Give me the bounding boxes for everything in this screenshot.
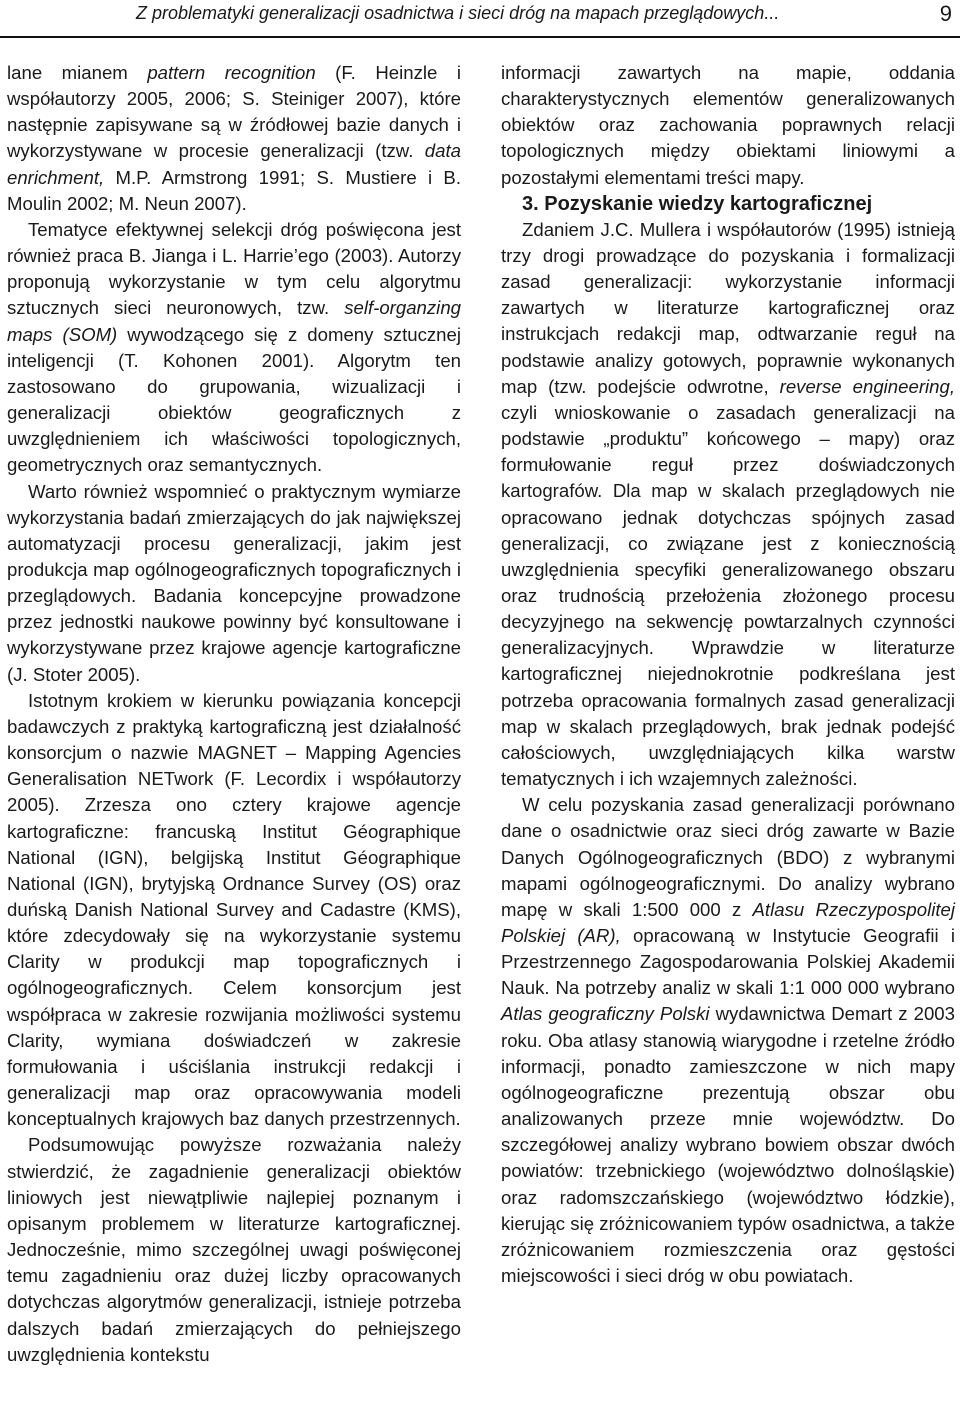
page-number: 9	[939, 1, 952, 26]
italic-term: pattern recognition	[147, 62, 316, 83]
section-heading: 3. Pozyskanie wiedzy kartograficznej	[522, 192, 873, 215]
paragraph	[7, 217, 461, 479]
paragraph	[7, 60, 461, 217]
paragraph	[7, 688, 461, 1133]
text-run: Istotnym krokiem w kierunku powiązania koncepcji badawczych z praktyką kartograficzną jest działalność konsorcjum o nazwie MAGNET – Mapping Agencies Generalisation NETwork (F. Lecordix i współautorzy 2005). Zrzesza ono cztery krajowe agencje kartograficzne: francuską Institut Géographique National (IGN), belgijską Institut Géographique National (IGN), brytyjską Ordnance Survey (OS) oraz duńską Danish National Survey and Cadastre (KMS), które zdecydowały się na wykorzystanie systemu Clarity w produkcji map topograficznych i ogólnogeograficznych. Celem konsorcjum jest współpraca w zakresie rozwijania możliwości systemu Clarity, wymiana doświadczeń w zakresie formułowania i uściślania instrukcji redakcji i generalizacji map oraz opracowywania modeli konceptualnych krajowych baz danych przestrzennych.	[7, 689, 461, 1130]
text-run: Warto również wspomnieć o praktycznym wymiarze wykorzystania badań zmierzających do jak największej automatyzacji procesu generalizacji, jakim jest produkcja map ogólnogeograficznych topograficznych i przeglądowych. Badania koncepcyjne prowadzone przez jednostki naukowe powinny być konsultowane i wykorzystywane przez krajowe agencje kartograficzne (J. Stoter 2005).	[7, 480, 461, 685]
text-run: lane mianem	[7, 62, 148, 83]
text-run: M.P. Armstrong 1991; S. Mustiere i B. Moulin 2002; M. Neun 2007).	[7, 166, 461, 214]
text-run: Tematyce efektywnej selekcji dróg poświęcona jest również praca B. Jianga i L. Harrie’ego (2003). Autorzy proponują wykorzystanie w tym celu algorytmu sztucznych sieci neuronowych, tzw.	[7, 218, 461, 319]
paragraph	[501, 217, 955, 792]
paragraph	[7, 479, 461, 688]
running-header	[0, 0, 960, 38]
paragraph-continued: informacji zawartych na mapie, oddania charakterystycznych elementów generalizowanych obiektów oraz zachowania poprawnych relacji topologicznych między obiektami liniowymi a pozostałymi elementami treści mapy.	[501, 62, 955, 188]
italic-term: data enrichment,	[7, 140, 461, 188]
left-column	[7, 60, 461, 1368]
paragraph	[7, 1132, 461, 1367]
text-run: (F. Heinzle i współautorzy 2005, 2006; S. Steiniger 2007), które następnie zapisywane są w źródłowej bazie danych i wykorzystywane w procesie generalizacji (tzw.	[7, 62, 461, 162]
right-paragraphs	[501, 217, 955, 1289]
text-run: W celu pozyskania zasad generalizacji porównano dane o osadnictwie oraz sieci dróg zawarte w Bazie Danych Ogólnogeograficznych (BDO) z wybranymi mapami ogólnogeograficznymi. Do analizy wybrano mapę w skali 1:500 000 z	[501, 794, 955, 920]
text-run: Zdaniem J.C. Mullera i współautorów (1995) istnieją trzy drogi prowadzące do pozyskania i formalizacji zasad generalizacji: wykorzystanie informacji zawartych w literaturze kartograficznej oraz instrukcjach redakcji map, odtwarzanie reguł na podstawie analizy gotowych, poprawnie wykonanych map (tzw. podejście odwrotne,	[501, 218, 955, 397]
italic-term: self-organzing maps (SOM)	[7, 297, 461, 345]
text-run: opracowaną w Instytucie Geografii i Przestrzennego Zagospodarowania Polskiej Akademii Nauk. Na potrzeby analiz w skali 1:1 000 000 wybrano	[501, 925, 955, 999]
italic-term: Atlas geograficzny Polski	[501, 1003, 710, 1025]
text-run: wydawnictwa Demart z 2003 roku. Oba atlasy stanowią wiarygodne i rzetelne źródło informacji, ponadto zamieszczone w nich mapy ogólnogeograficzne prezentują obszar obu analizowanych przeze mnie województw. Do szczegółowej analizy wybrano bowiem obszar dwóch powiatów: trzebnickiego (województwo dolnośląskie) oraz radomszczańskiego (województwo łódzkie), kierując się zróżnicowaniem typów osadnictwa, a także zróżnicowaniem rozmieszczenia oraz gęstości miejscowości i sieci dróg w obu powiatach.	[501, 1003, 955, 1287]
paragraph	[501, 792, 955, 1289]
text-run: Podsumowując powyższe rozważania należy stwierdzić, że zagadnienie generalizacji obiektów liniowych jest niewątpliwie najlepiej poznanym i opisanym problemem w literaturze kartograficznej. Jednocześnie, mimo szczególnej uwagi poświęconej temu zagadnieniu oraz dużej liczby opracowanych dotychczas algorytmów generalizacji, istnieje potrzeba dalszych badań zmierzających do pełniejszego uwzględnienia kontekstu	[7, 1134, 461, 1365]
running-title: Z problematyki generalizacji osadnictwa i sieci dróg na mapach przeglądowych...	[136, 3, 780, 23]
text-run: wywodzącego się z domeny sztucznej inteligencji (T. Kohonen 2001). Algorytm ten zastosowano do grupowania, wizualizacji i generalizacji obiektów geograficznych z uwzględnieniem ich właściwości topologicznych, geometrycznych oraz semantycznych.	[7, 323, 461, 476]
right-column	[501, 60, 955, 1289]
text-run: czyli wnioskowanie o zasadach generalizacji na podstawie „produktu” końcowego – mapy) oraz formułowanie reguł przez doświadczonych kartografów. Dla map w skalach przeglądowych nie opracowano jednak dotychczas spójnych zasad generalizacji, co związane jest z koniecznością uwzględnienia specyfiki generalizowanego obszaru oraz trudnością przełożenia złożonego procesu decyzyjnego na sekwencję powtarzalnych czynności generalizacyjnych. Wprawdzie w literaturze kartograficznej niejednokrotnie podkreślana jest potrzeba opracowania formalnych zasad generalizacji map w skalach przeglądowych, brak jednak podejść całościowych, uwzględniających kilka warstw tematycznych i ich wzajemnych zależności.	[501, 401, 955, 790]
italic-term: Atlasu Rzeczypospolitej Polskiej (AR),	[501, 898, 955, 946]
italic-term: reverse engineering,	[779, 375, 955, 397]
